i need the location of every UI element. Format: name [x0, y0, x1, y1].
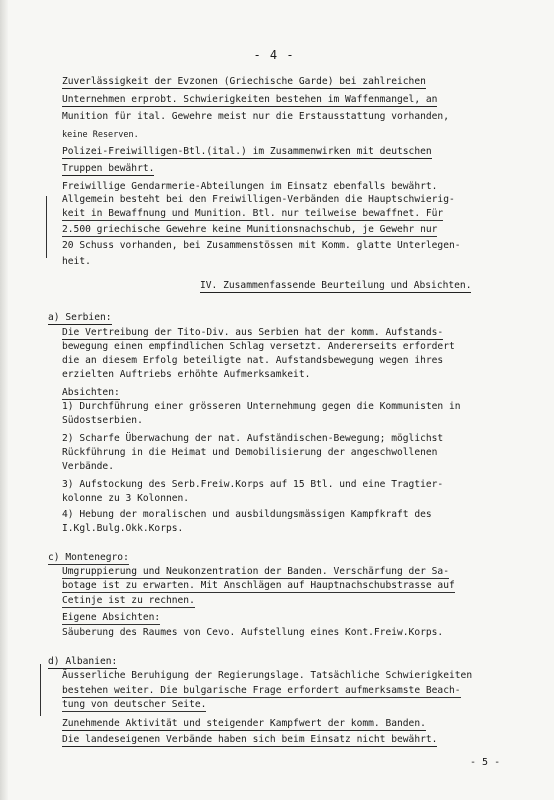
text-line: Rückführung in die Heimat und Demobilisierung der angeschwollenen — [62, 447, 438, 458]
margin-mark — [40, 664, 41, 716]
text-line: I.Kgl.Bulg.Okk.Korps. — [62, 523, 184, 534]
text-line: heit. — [62, 256, 91, 267]
margin-mark — [46, 196, 47, 258]
text-line: Die Vertreibung der Tito-Div. aus Serbien hat der komm. Aufstands- — [62, 327, 444, 338]
text-line: Südostserbien. — [62, 415, 143, 426]
text-line: Absichten: — [62, 387, 120, 398]
text-line: Säuberung des Raumes von Cevo. Aufstellung eines Kont.Freiw.Korps. — [62, 627, 444, 638]
section-heading: IV. Zusammenfassende Beurteilung und Absichten. — [200, 280, 472, 291]
text-line: Unternehmen erprobt. Schwierigkeiten bestehen im Waffenmangel, an — [62, 94, 438, 105]
page-number: - 4 - — [253, 48, 295, 62]
text-line: bestehen weiter. Die bulgarische Frage erfordert aufmerksamste Beach- — [62, 685, 461, 696]
text-line: Munition für ital. Gewehre meist nur die Erstausstattung vorhanden, — [62, 111, 449, 122]
subsection-heading: c) Montenegro: — [48, 552, 129, 563]
paper-edge-shadow — [0, 0, 8, 800]
text-line: Cetinje ist zu rechnen. — [62, 595, 195, 606]
text-line: 4) Hebung der moralischen und ausbildungsmässigen Kampfkraft des — [62, 509, 432, 520]
text-line: tung von deutscher Seite. — [62, 699, 207, 710]
text-line: 20 Schuss vorhanden, bei Zusammenstössen mit Komm. glatte Unterlegen- — [62, 240, 461, 251]
text-line: 1) Durchführung einer grösseren Unternehmung gegen die Kommunisten in — [62, 401, 461, 412]
text-line: die an diesem Erfolg beteiligte nat. Aufstandsbewegung wegen ihres — [62, 355, 444, 366]
text-line: Truppen bewährt. — [62, 163, 155, 174]
text-line: 3) Aufstockung des Serb.Freiw.Korps auf 15 Btl. und eine Tragtier- — [62, 479, 444, 490]
text-line: keine Reserven. — [62, 130, 139, 140]
subsection-heading: d) Albanien: — [48, 656, 118, 667]
text-line: erzielten Auftriebs erhöhte Aufmerksamkeit. — [62, 369, 311, 380]
text-line: 2.500 griechische Gewehre keine Munitionsnachschub, je Gewehr nur — [62, 224, 438, 235]
text-line: 2) Scharfe Überwachung der nat. Aufständischen-Bewegung; möglichst — [62, 433, 444, 444]
text-line: Polizei-Freiwilligen-Btl.(ital.) im Zusammenwirken mit deutschen — [62, 146, 432, 157]
text-line: Zuverlässigkeit der Evzonen (Griechische Garde) bei zahlreichen — [62, 76, 426, 87]
page-footer: - 5 - — [470, 757, 501, 768]
text-line: kolonne zu 3 Kolonnen. — [62, 493, 190, 504]
text-line: Zunehmende Aktivität und steigender Kampfwert der komm. Banden. — [62, 718, 426, 729]
text-line: keit in Bewaffnung und Munition. Btl. nur teilweise bewaffnet. Für — [62, 208, 444, 219]
text-line: Die landeseigenen Verbände haben sich beim Einsatz nicht bewährt. — [62, 734, 438, 745]
text-line: Freiwillige Gendarmerie-Abteilungen im Einsatz ebenfalls bewährt. — [62, 181, 438, 192]
text-line: botage ist zu erwarten. Mit Anschlägen auf Hauptnachschubstrasse auf — [62, 580, 455, 591]
subsection-heading: a) Serbien: — [48, 312, 112, 323]
text-line: Allgemein besteht bei den Freiwilligen-Verbänden die Hauptschwierig- — [62, 194, 455, 205]
text-line: Äusserliche Beruhigung der Regierungslage. Tatsächliche Schwierigkeiten — [62, 670, 473, 681]
text-line: bewegung einen empfindlichen Schlag versetzt. Andererseits erfordert — [62, 341, 455, 352]
text-line: Verbände. — [62, 461, 114, 472]
text-line: Eigene Absichten: — [62, 612, 161, 623]
text-line: Umgruppierung und Neukonzentration der Banden. Verschärfung der Sa- — [62, 566, 449, 577]
